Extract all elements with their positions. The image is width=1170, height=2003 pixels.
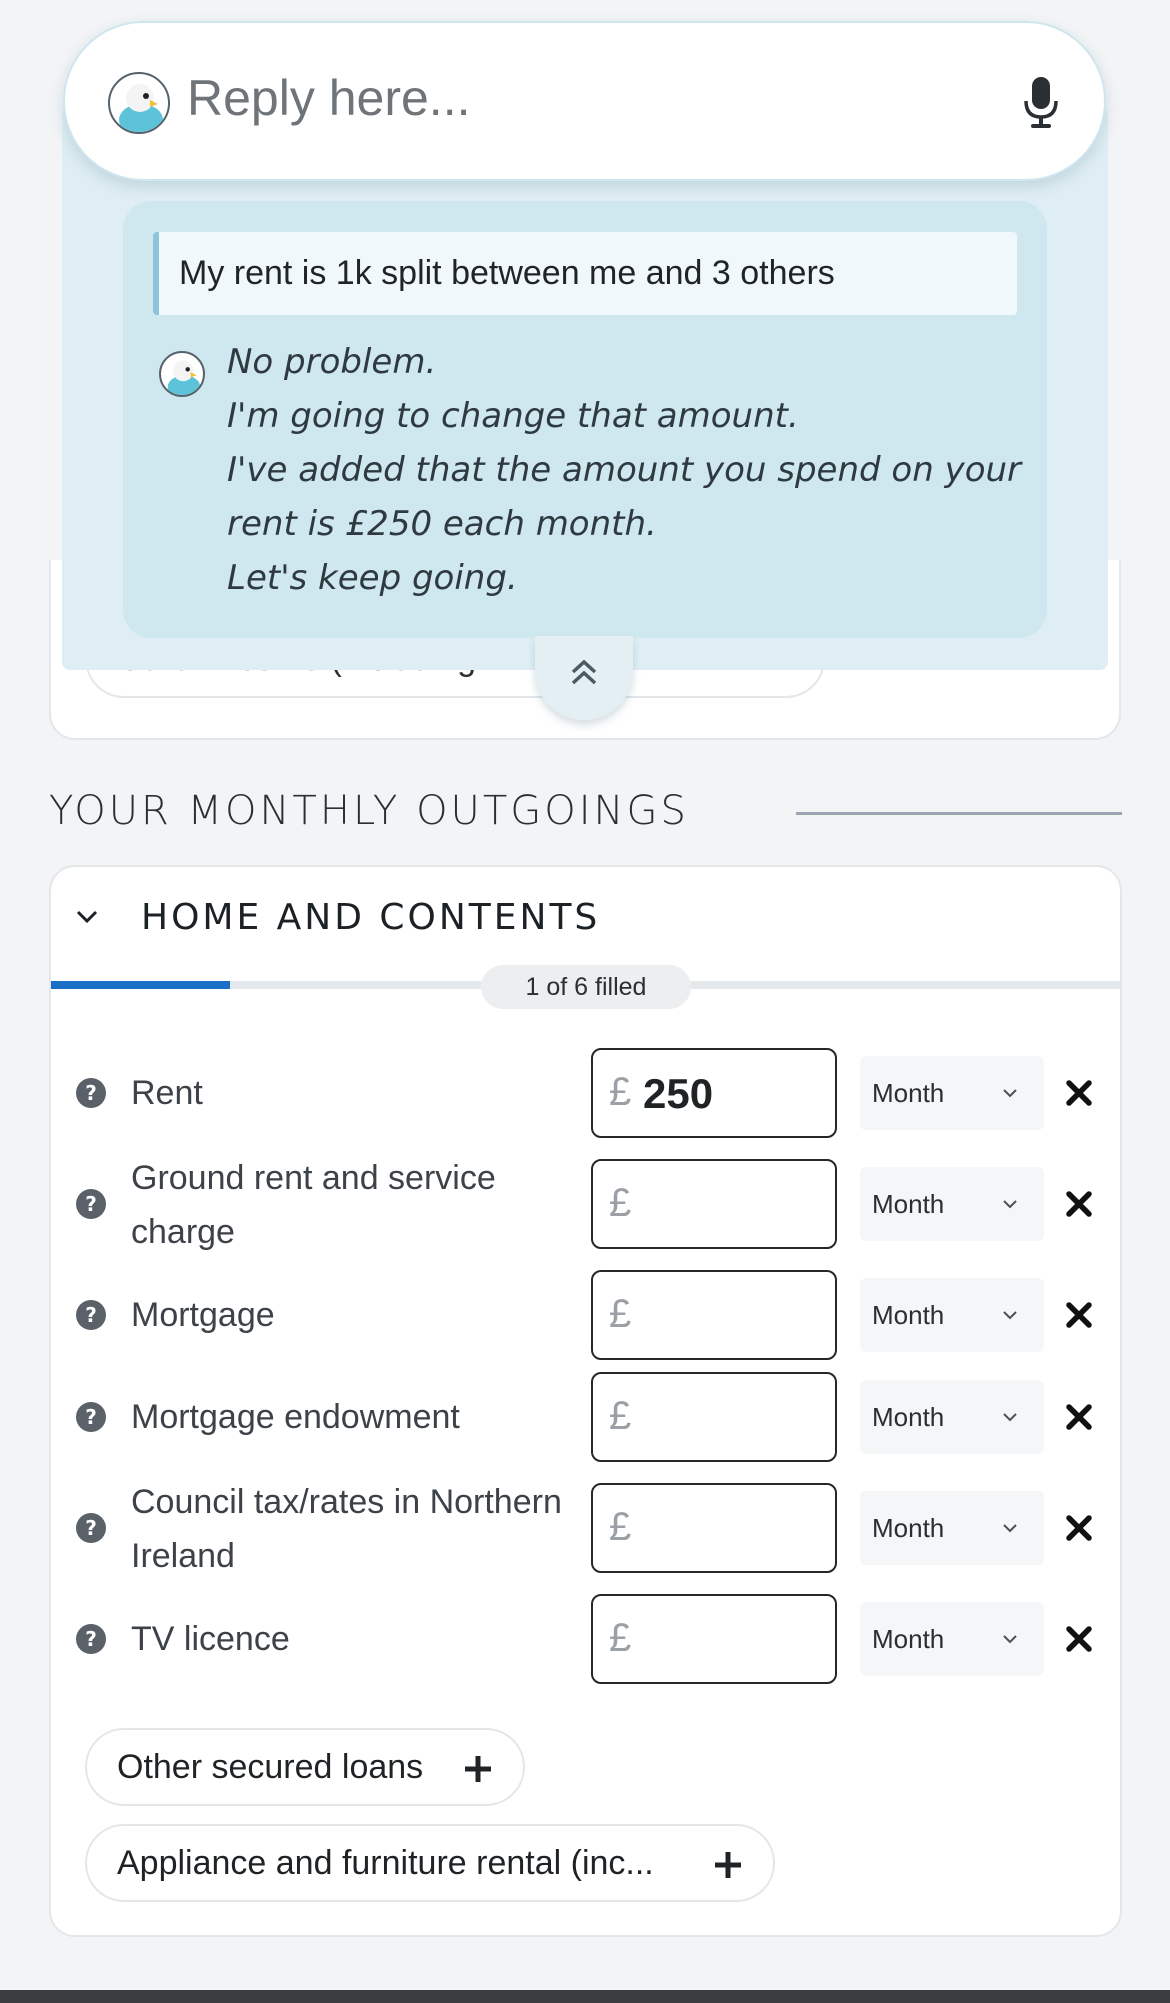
help-icon[interactable] — [75, 1188, 107, 1220]
assistant-avatar-icon — [108, 72, 170, 134]
assistant-message — [227, 335, 1022, 605]
amount-value: 250 — [643, 1070, 714, 1117]
help-icon[interactable] — [75, 1623, 107, 1655]
expense-row-ground-rent — [51, 1159, 1122, 1249]
currency-symbol: £ — [609, 1505, 632, 1549]
svg-text:?: ? — [85, 1627, 97, 1651]
expense-label: Council tax/rates in Northern Ireland — [131, 1483, 562, 1575]
assistant-avatar-icon — [159, 351, 205, 397]
section-divider — [796, 812, 1122, 815]
period-value: Month — [872, 1189, 945, 1219]
period-value: Month — [872, 1402, 945, 1432]
progress-fill — [51, 981, 230, 989]
svg-text:?: ? — [85, 1516, 97, 1540]
svg-text:?: ? — [85, 1081, 97, 1105]
add-appliance-rental-button[interactable] — [85, 1824, 775, 1902]
period-select[interactable] — [860, 1380, 1044, 1454]
microphone-icon[interactable] — [1022, 75, 1060, 131]
reply-bar[interactable] — [63, 21, 1106, 181]
remove-icon[interactable] — [1065, 1079, 1093, 1107]
plus-icon — [713, 1850, 743, 1880]
chat-panel — [123, 201, 1047, 638]
amount-input[interactable] — [591, 1048, 837, 1138]
bottom-bar — [0, 1990, 1170, 2003]
expense-row-mortgage — [51, 1270, 1122, 1360]
plus-icon — [463, 1754, 493, 1784]
remove-icon[interactable] — [1065, 1301, 1093, 1329]
help-icon[interactable] — [75, 1512, 107, 1544]
amount-input[interactable] — [591, 1483, 837, 1573]
expense-row-mortgage-endowment — [51, 1372, 1122, 1462]
help-icon[interactable] — [75, 1299, 107, 1331]
progress-badge: 1 of 6 filled — [481, 965, 691, 1009]
remove-icon[interactable] — [1065, 1403, 1093, 1431]
amount-input[interactable] — [591, 1594, 837, 1684]
svg-text:?: ? — [85, 1192, 97, 1216]
add-item-label: Other secured loans — [117, 1748, 424, 1786]
expense-row-rent — [51, 1048, 1122, 1138]
help-icon[interactable] — [75, 1077, 107, 1109]
svg-text:?: ? — [85, 1405, 97, 1429]
period-select[interactable] — [860, 1167, 1044, 1241]
expense-row-council-tax — [51, 1483, 1122, 1573]
expense-row-tv-licence — [51, 1594, 1122, 1684]
remove-icon[interactable] — [1065, 1514, 1093, 1542]
amount-input[interactable] — [591, 1159, 837, 1249]
chevron-down-icon — [1002, 1412, 1018, 1422]
currency-symbol: £ — [609, 1394, 632, 1438]
chevron-down-icon — [1002, 1199, 1018, 1209]
home-and-contents-card — [49, 865, 1122, 1937]
currency-symbol: £ — [609, 1292, 632, 1336]
period-select[interactable] — [860, 1602, 1044, 1676]
svg-text:?: ? — [85, 1303, 97, 1327]
chevron-down-icon — [1002, 1088, 1018, 1098]
expense-label: Mortgage — [131, 1296, 275, 1334]
period-value: Month — [872, 1513, 945, 1543]
remove-icon[interactable] — [1065, 1190, 1093, 1218]
amount-input[interactable] — [591, 1270, 837, 1360]
assistant-message-line: I've added that the amount you spend on your — [227, 450, 1022, 490]
amount-input[interactable] — [591, 1372, 837, 1462]
double-chevron-up-icon — [568, 656, 600, 688]
reply-input[interactable]: Reply here... — [187, 70, 471, 126]
remove-icon[interactable] — [1065, 1625, 1093, 1653]
assistant-message-line: Let's keep going. — [227, 558, 518, 598]
chevron-down-icon — [1002, 1634, 1018, 1644]
add-other-secured-loans-button[interactable] — [85, 1728, 525, 1806]
currency-symbol: £ — [609, 1616, 632, 1660]
period-select[interactable] — [860, 1056, 1044, 1130]
period-value: Month — [872, 1300, 945, 1330]
user-message: My rent is 1k split between me and 3 others — [153, 232, 1017, 315]
currency-symbol: £ — [609, 1070, 632, 1114]
expense-label: Ground rent and service charge — [131, 1159, 496, 1251]
period-select[interactable] — [860, 1491, 1044, 1565]
assistant-message-line: rent is £250 each month. — [227, 504, 657, 544]
chevron-down-icon — [75, 909, 99, 925]
expense-label: Mortgage endowment — [131, 1398, 460, 1436]
section-title: YOUR MONTHLY OUTGOINGS — [49, 788, 689, 834]
currency-symbol: £ — [609, 1181, 632, 1225]
period-value: Month — [872, 1624, 945, 1654]
period-select[interactable] — [860, 1278, 1044, 1352]
assistant-message-line: No problem. — [227, 342, 437, 382]
add-item-label: Appliance and furniture rental (inc... — [117, 1844, 654, 1882]
assistant-message-line: I'm going to change that amount. — [227, 396, 799, 436]
period-value: Month — [872, 1078, 945, 1108]
expense-label: TV licence — [131, 1620, 290, 1658]
expense-label: Rent — [131, 1074, 203, 1112]
card-title: HOME AND CONTENTS — [141, 897, 601, 938]
chevron-down-icon — [1002, 1310, 1018, 1320]
chevron-down-icon — [1002, 1523, 1018, 1533]
help-icon[interactable] — [75, 1401, 107, 1433]
